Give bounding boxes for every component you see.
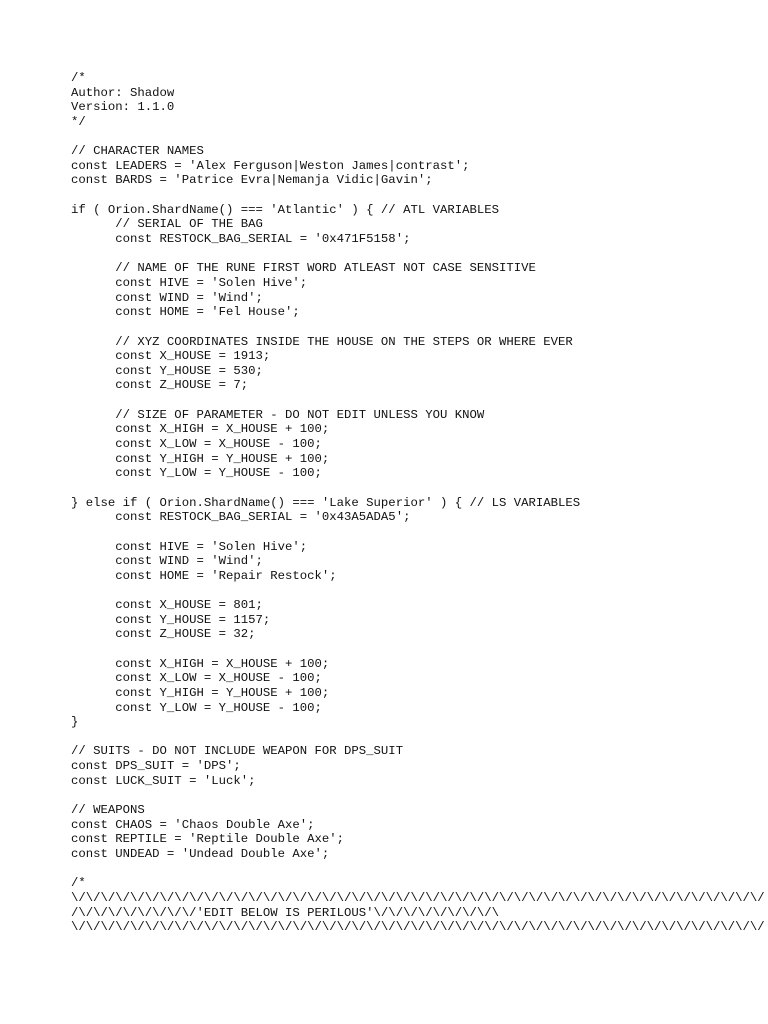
code-line: /* [71,876,86,891]
code-line: // XYZ COORDINATES INSIDE THE HOUSE ON THE STEPS OR WHERE EVER [71,334,573,349]
code-line: const Z_HOUSE = 32; [71,627,256,642]
code-line: const REPTILE = 'Reptile Double Axe'; [71,832,345,847]
code-line: const BARDS = 'Patrice Evra|Nemanja Vidic|Gavin'; [71,173,433,188]
code-line: Version: 1.1.0 [71,100,175,115]
code-line: */ [71,114,86,129]
code-line: const Y_LOW = Y_HOUSE - 100; [71,700,322,715]
code-line: // SIZE OF PARAMETER - DO NOT EDIT UNLESS YOU KNOW [71,407,485,422]
code-line [71,393,751,408]
code-line: const UNDEAD = 'Undead Double Axe'; [71,846,330,861]
code-line [71,642,751,657]
code-line [71,481,751,496]
code-line: // SERIAL OF THE BAG [71,217,263,232]
code-line [71,247,751,262]
code-line [71,862,751,877]
code-line: const X_HOUSE = 1913; [71,349,271,364]
code-line: const RESTOCK_BAG_SERIAL = '0x471F5158'; [71,232,411,247]
code-line: const HIVE = 'Solen Hive'; [71,275,308,290]
code-line: const LUCK_SUIT = 'Luck'; [71,773,256,788]
code-line: const Y_HIGH = Y_HOUSE + 100; [71,451,330,466]
code-line: const Y_LOW = Y_HOUSE - 100; [71,466,322,481]
code-line: const Y_HOUSE = 1157; [71,612,271,627]
code-line: if ( Orion.ShardName() === 'Atlantic' ) { // ATL VARIABLES [71,202,500,217]
code-line: const HOME = 'Fel House'; [71,305,300,320]
code-line: const DPS_SUIT = 'DPS'; [71,759,241,774]
code-line: // WEAPONS [71,803,145,818]
code-line: const WIND = 'Wind'; [71,290,263,305]
code-line [71,320,751,335]
code-line: } else if ( Orion.ShardName() === 'Lake Superior' ) { // LS VARIABLES [71,495,581,510]
code-line: \/\/\/\/\/\/\/\/\/\/\/\/\/\/\/\/\/\/\/\/\/\/\/\/\/\/\/\/\/\/\/\/\/\/\/\/\/\/\/\/\/\/\/\/\/\/\/ [71,920,765,935]
code-line: const Z_HOUSE = 7; [71,378,249,393]
code-line: const X_HOUSE = 801; [71,598,263,613]
code-line [71,130,751,145]
code-line: // NAME OF THE RUNE FIRST WORD ATLEAST NOT CASE SENSITIVE [71,261,536,276]
code-line: const CHAOS = 'Chaos Double Axe'; [71,817,315,832]
code-line: const HOME = 'Repair Restock'; [71,568,337,583]
code-line [71,583,751,598]
code-line: const Y_HIGH = Y_HOUSE + 100; [71,685,330,700]
code-line: const X_HIGH = X_HOUSE + 100; [71,422,330,437]
code-line: const WIND = 'Wind'; [71,554,263,569]
code-line: const X_LOW = X_HOUSE - 100; [71,671,322,686]
code-line: Author: Shadow [71,85,175,100]
code-line: /\/\/\/\/\/\/\/\/'EDIT BELOW IS PERILOUS'\/\/\/\/\/\/\/\/\ [71,905,500,920]
code-line: const Y_HOUSE = 530; [71,363,263,378]
code-line [71,788,751,803]
code-line: const X_LOW = X_HOUSE - 100; [71,437,322,452]
code-line: /* [71,71,86,85]
code-listing [71,71,765,935]
code-line: const HIVE = 'Solen Hive'; [71,539,308,554]
code-line: // CHARACTER NAMES [71,144,204,159]
code-line: const RESTOCK_BAG_SERIAL = '0x43A5ADA5'; [71,510,411,525]
code-line [71,188,751,203]
code-line: const LEADERS = 'Alex Ferguson|Weston James|contrast'; [71,158,470,173]
code-line: // SUITS - DO NOT INCLUDE WEAPON FOR DPS_SUIT [71,744,404,759]
code-line: \/\/\/\/\/\/\/\/\/\/\/\/\/\/\/\/\/\/\/\/\/\/\/\/\/\/\/\/\/\/\/\/\/\/\/\/\/\/\/\/\/\/\/\/\/\/\/ [71,890,765,905]
code-line [71,730,751,745]
code-line [71,525,751,540]
code-line: const X_HIGH = X_HOUSE + 100; [71,656,330,671]
code-line: } [71,715,79,730]
